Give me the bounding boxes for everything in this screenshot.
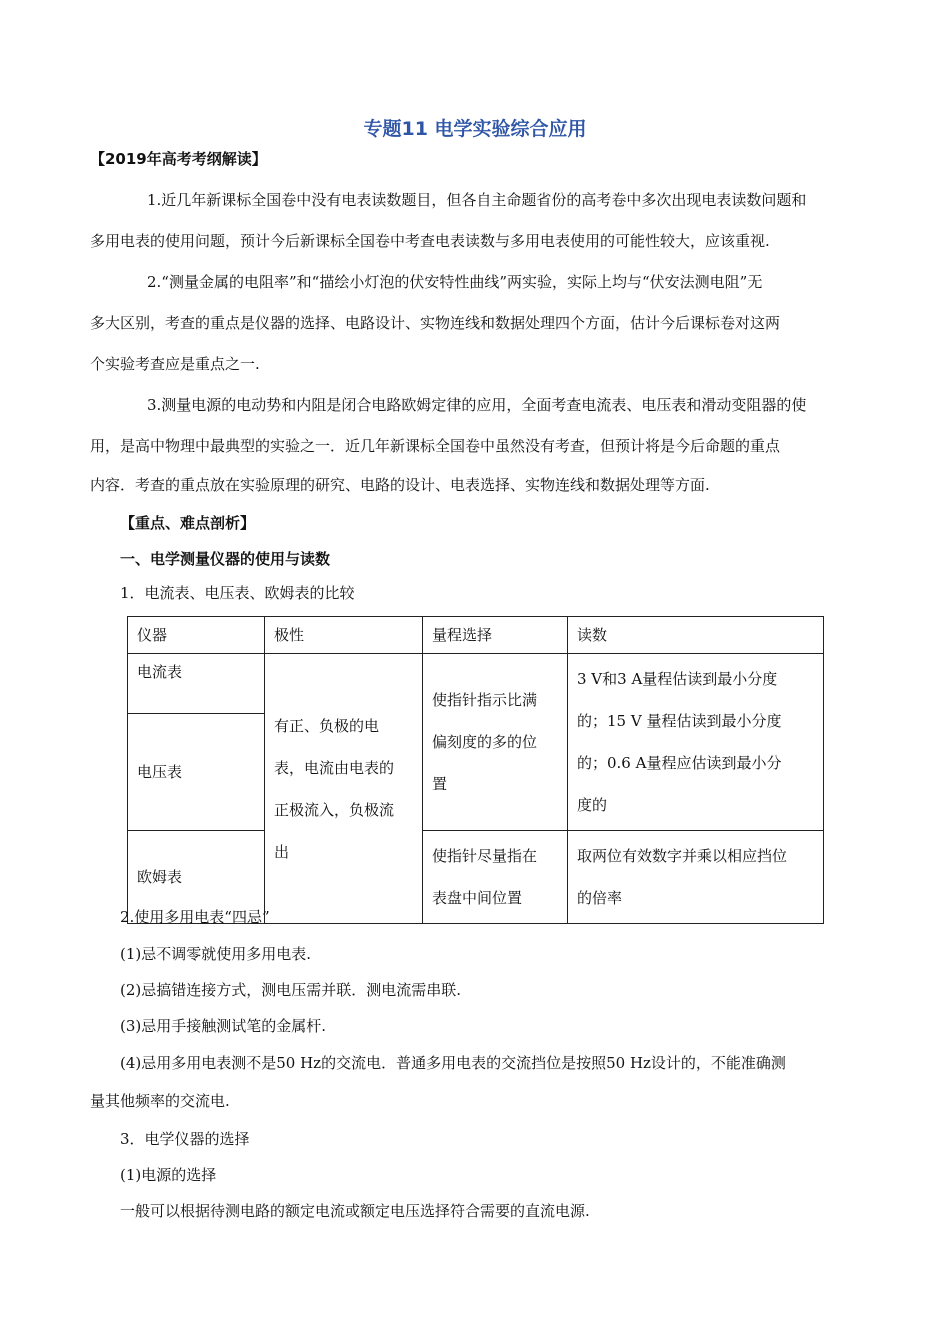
polarity-line: 正极流入，负极流 — [274, 800, 395, 819]
rule-2: (2)忌搞错连接方式，测电压需并联．测电流需串联. — [120, 981, 462, 999]
table-cell-voltmeter: 电压表 — [128, 714, 265, 831]
table-cell-range — [423, 654, 568, 831]
syllabus-paragraph-1-line-1: 1.近几年新课标全国卷中没有电表读数题目，但各自主命题省份的高考卷中多次出现电表读数问题和 — [147, 191, 807, 209]
ohm-range-line: 表盘中间位置 — [432, 889, 523, 907]
ohm-reading-line: 的倍率 — [577, 889, 623, 907]
range-line: 偏刻度的多的位 — [432, 733, 538, 751]
table-header-row — [128, 617, 824, 654]
syllabus-paragraph-1-line-2: 多用电表的使用问题，预计今后新课标全国卷中考查电表读数与多用电表使用的可能性较大，应该重视. — [90, 232, 770, 250]
syllabus-paragraph-2-line-2: 多大区别，考查的重点是仪器的选择、电路设计、实物连线和数据处理四个方面，估计今后课标卷对这两 — [90, 314, 781, 332]
ohm-reading-line: 取两位有效数字并乘以相应挡位 — [577, 847, 788, 865]
part-1-heading: 一、电学测量仪器的使用与读数 — [120, 550, 331, 568]
syllabus-paragraph-3-line-1: 3.测量电源的电动势和内阻是闭合电路欧姆定律的应用，全面考查电流表、电压表和滑动变阻器的使 — [147, 396, 807, 414]
range-line: 置 — [432, 775, 448, 793]
selection-1-text: 一般可以根据待测电路的额定电流或额定电压选择符合需要的直流电源. — [120, 1202, 590, 1220]
syllabus-paragraph-3-line-3: 内容．考查的重点放在实验原理的研究、电路的设计、电表选择、实物连线和数据处理等方面. — [90, 476, 710, 494]
syllabus-heading: 【2019年高考考纲解读】 — [90, 150, 267, 168]
reading-line: 的；15 V 量程估读到最小分度 — [577, 712, 782, 730]
table-cell-ohmmeter: 欧姆表 — [128, 831, 265, 924]
rule-4-line-1: (4)忌用多用电表测不是50 Hz的交流电．普通多用电表的交流挡位是按照50 Hz设计的，不能准确测 — [120, 1054, 786, 1072]
item-2-heading: 2.使用多用电表“四忌” — [120, 908, 270, 926]
syllabus-paragraph-2-line-1: 2.“测量金属的电阻率”和“描绘小灯泡的伏安特性曲线”两实验，实际上均与“伏安法测电阻”无 — [147, 273, 763, 291]
table-cell-ohm-reading — [568, 831, 824, 924]
syllabus-paragraph-2-line-3: 个实验考查应是重点之一. — [90, 355, 260, 373]
table-cell-ammeter: 电流表 — [128, 654, 265, 714]
table-header-cell: 仪器 — [128, 617, 265, 654]
item-1-heading: 1．电流表、电压表、欧姆表的比较 — [120, 584, 355, 602]
range-line: 使指针指示比满 — [432, 691, 538, 709]
polarity-line: 表，电流由电表的 — [274, 758, 395, 777]
page-title: 专题11 电学实验综合应用 — [363, 118, 587, 140]
table-cell-reading — [568, 654, 824, 831]
polarity-line: 出 — [274, 842, 290, 861]
table-header-cell: 读数 — [568, 617, 824, 654]
reading-line: 的；0.6 A量程应估读到最小分 — [577, 754, 782, 772]
polarity-line: 有正、负极的电 — [274, 716, 380, 735]
table-header-cell: 极性 — [265, 617, 423, 654]
table-cell-polarity — [265, 654, 423, 924]
rule-4-line-2: 量其他频率的交流电. — [90, 1092, 230, 1110]
ohm-range-line: 使指针尽量指在 — [432, 847, 538, 865]
reading-line: 度的 — [577, 796, 608, 814]
rule-3: (3)忌用手接触测试笔的金属杆. — [120, 1017, 327, 1035]
selection-1-heading: (1)电源的选择 — [120, 1166, 217, 1184]
table-row — [128, 654, 824, 714]
analysis-heading: 【重点、难点剖析】 — [120, 514, 256, 532]
comparison-table — [127, 616, 824, 924]
reading-line: 3 V和3 A量程估读到最小分度 — [577, 670, 778, 688]
item-3-heading: 3．电学仪器的选择 — [120, 1130, 250, 1148]
rule-1: (1)忌不调零就使用多用电表. — [120, 945, 312, 963]
table-header-cell: 量程选择 — [423, 617, 568, 654]
table-cell-ohm-range — [423, 831, 568, 924]
syllabus-paragraph-3-line-2: 用，是高中物理中最典型的实验之一．近几年新课标全国卷中虽然没有考查，但预计将是今后命题的重点 — [90, 437, 781, 455]
